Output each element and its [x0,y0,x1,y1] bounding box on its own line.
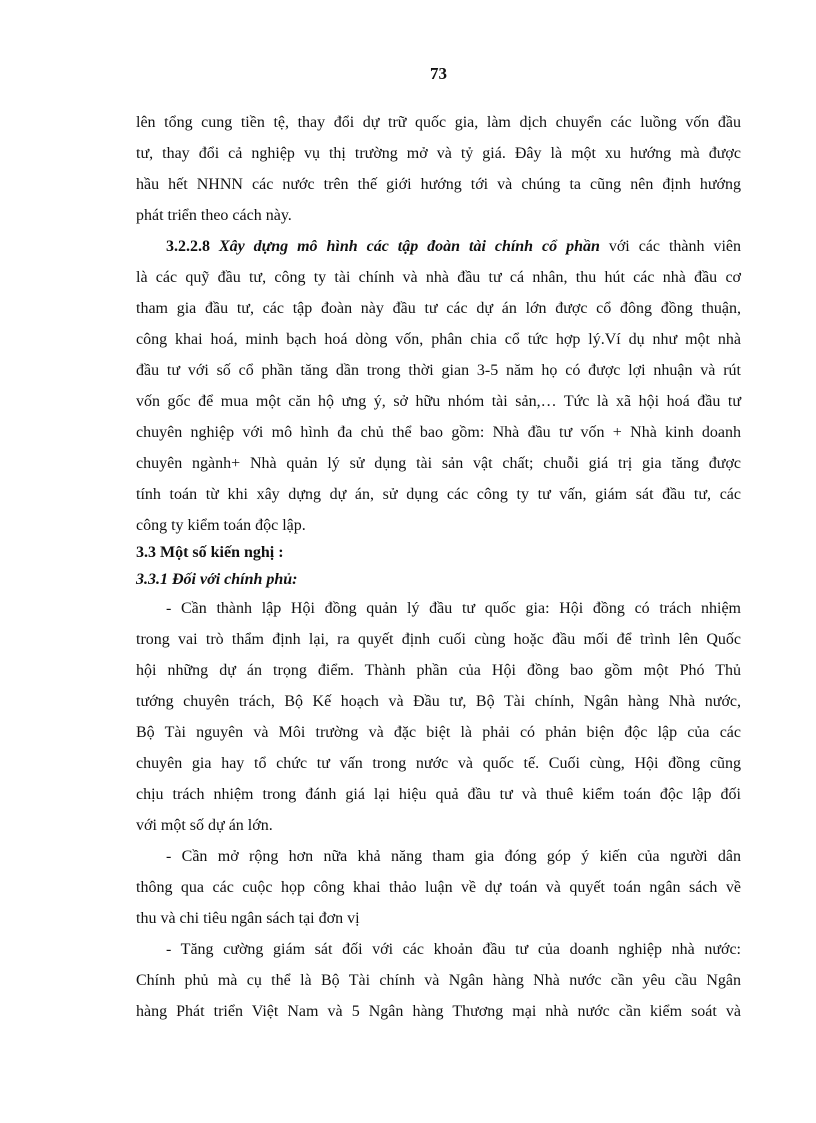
paragraph-line: - Tăng cường giám sát đối với các khoản đầu tư của doanh nghiệp nhà nước: [166,941,741,958]
paragraph-line: với một số dự án lớn. [136,817,273,834]
paragraph-line: Bộ Tài nguyên và Môi trường và đặc biệt là phải có phản biện độc lập của các [136,724,741,741]
paragraph-line: thông qua các cuộc họp công khai thảo luận về dự toán và quyết toán ngân sách về [136,879,741,896]
paragraph-line: - Cần thành lập Hội đồng quản lý đầu tư quốc gia: Hội đồng có trách nhiệm [166,600,741,617]
paragraph-line: công khai hoá, minh bạch hoá dòng vốn, phân chia cổ tức hợp lý.Ví dụ như một nhà [136,331,741,348]
paragraph-line: thu và chi tiêu ngân sách tại đơn vị [136,910,360,927]
subsection-heading: 3.3.1 Đối với chính phủ: [136,571,298,588]
paragraph-line: công ty kiểm toán độc lập. [136,517,306,534]
paragraph-text: với các thành viên [599,238,741,255]
paragraph-line: hội những dự án trọng điểm. Thành phần của Hội đồng bao gồm một Phó Thủ [136,662,741,679]
subsection-heading: Xây dựng mô hình các tập đoàn tài chính cổ phần [218,238,600,255]
paragraph-line: tham gia đầu tư, các tập đoàn này đầu tư các dự án lớn được cổ đông đồng thuận, [136,300,741,317]
paragraph-line: là các quỹ đầu tư, công ty tài chính và nhà đầu tư cá nhân, thu hút các nhà đầu cơ [136,269,741,286]
subsection-line [136,234,741,260]
paragraph-line: - Cần mở rộng hơn nữa khả năng tham gia đóng góp ý kiến của người dân [166,848,741,865]
paragraph-line: phát triển theo cách này. [136,207,292,224]
paragraph-line: chuyên ngành+ Nhà quản lý sử dụng tài sản vật chất; chuỗi giá trị gia tăng được [136,455,741,472]
paragraph-line: vốn gốc để mua một căn hộ ưng ý, sở hữu nhóm tài sản,… Tức là xã hội hoá đầu tư [136,393,741,410]
paragraph-line: đầu tư với số cổ phần tăng dần trong thời gian 3-5 năm họ có được lợi nhuận và rút [136,362,741,379]
paragraph-line: chịu trách nhiệm trong đánh giá lại hiệu quả đầu tư và thuê kiểm toán độc lập đối [136,786,741,803]
paragraph-line: hàng Phát triển Việt Nam và 5 Ngân hàng Thương mại nhà nước cần kiểm soát và [136,1003,741,1020]
paragraph-line: Chính phủ mà cụ thể là Bộ Tài chính và Ngân hàng Nhà nước cần yêu cầu Ngân [136,972,741,989]
subsection-number: 3.2.2.8 [166,238,210,255]
paragraph-line: chuyên nghiệp với mô hình đa chủ thể bao gồm: Nhà đầu tư vốn + Nhà kinh doanh [136,424,741,441]
paragraph-line: lên tổng cung tiền tệ, thay đổi dự trữ quốc gia, làm dịch chuyển các luồng vốn đầu [136,114,741,131]
paragraph-line: hầu hết NHNN các nước trên thế giới hướng tới và chúng ta cũng nên định hướng [136,176,741,193]
paragraph-line: tướng chuyên trách, Bộ Kế hoạch và Đầu tư, Bộ Tài chính, Ngân hàng Nhà nước, [136,693,741,710]
paragraph-line: chuyên gia hay tổ chức tư vấn trong nước và quốc tế. Cuối cùng, Hội đồng cũng [136,755,741,772]
paragraph-line: tư, thay đổi cả nghiệp vụ thị trường mở và tỷ giá. Đây là một xu hướng mà được [136,145,741,162]
paragraph-line: tính toán từ khi xây dựng dự án, sử dụng các công ty tư vấn, giám sát đầu tư, các [136,486,741,503]
page-number: 73 [430,64,447,83]
section-heading: 3.3 Một số kiến nghị : [136,544,284,561]
paragraph-line: trong vai trò thẩm định lại, ra quyết định cuối cùng hoặc đầu mối để trình lên Quốc [136,631,741,648]
